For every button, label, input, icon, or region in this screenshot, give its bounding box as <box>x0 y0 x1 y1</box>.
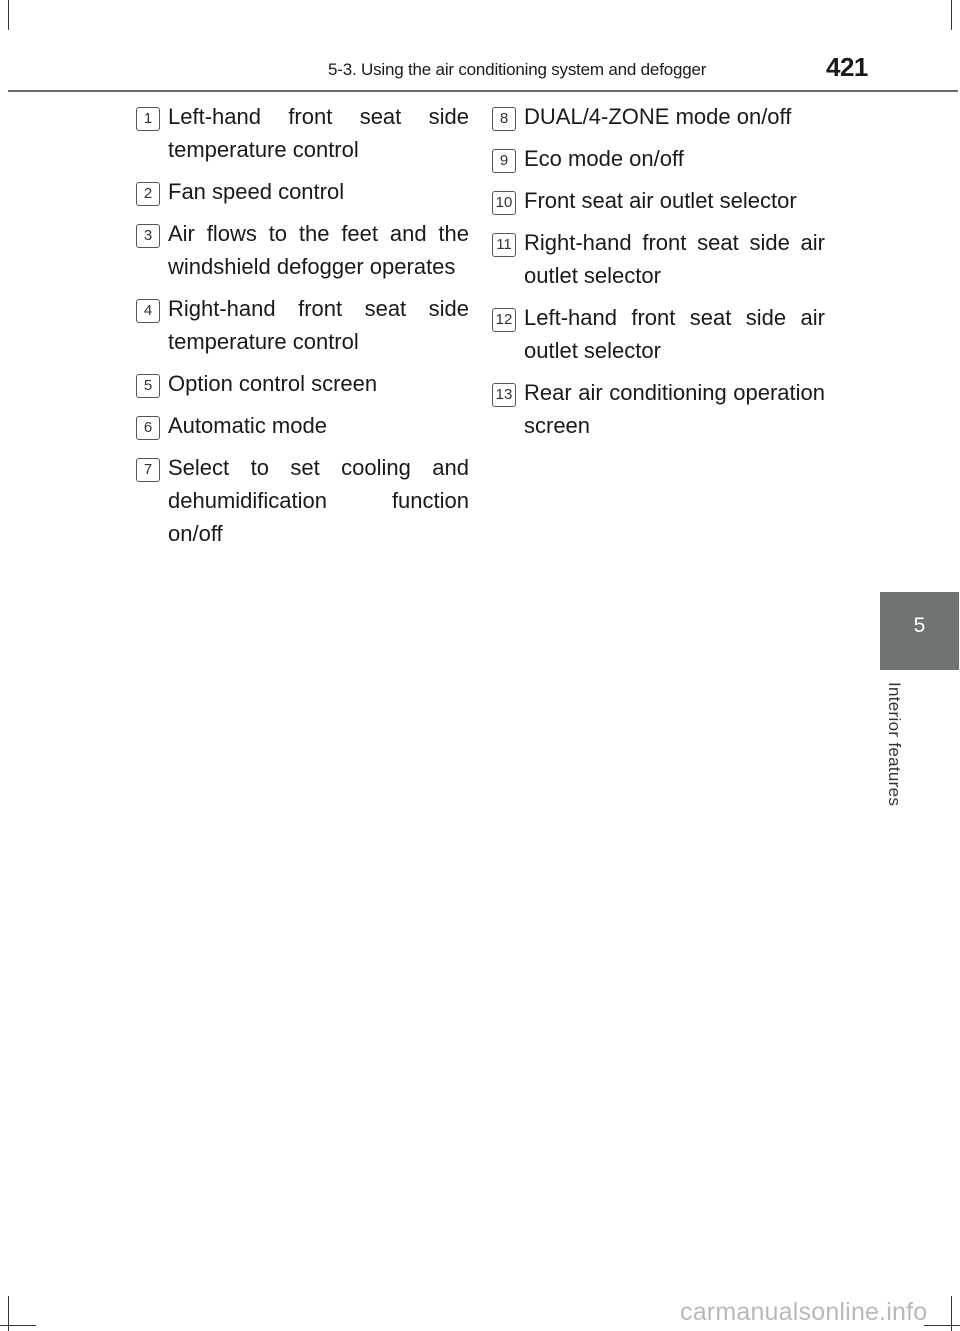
item-text: Left-hand front seat side temperature control <box>168 104 469 162</box>
item-text: Select to set cooling and dehumidification function on/off <box>168 455 469 546</box>
item-number-badge: 9 <box>492 149 516 173</box>
crop-mark <box>0 1325 36 1326</box>
item-number-badge: 2 <box>136 182 160 206</box>
list-item <box>132 367 469 400</box>
item-text: Right-hand front seat side air outlet selector <box>524 230 825 288</box>
item-text: Fan speed control <box>168 179 345 204</box>
item-number-badge: 10 <box>492 191 516 215</box>
item-text: Air flows to the feet and the windshield defogger operates <box>168 221 469 279</box>
item-number-badge: 3 <box>136 224 160 248</box>
list-item <box>132 292 469 358</box>
crop-mark <box>951 0 952 30</box>
list-item <box>488 226 825 292</box>
item-number-badge: 8 <box>492 107 516 131</box>
item-number-badge: 6 <box>136 416 160 440</box>
item-list-right <box>488 100 825 451</box>
list-item <box>132 451 469 550</box>
item-text: Right-hand front seat side temperature control <box>168 296 469 354</box>
list-item <box>488 301 825 367</box>
item-number-badge: 11 <box>492 233 516 257</box>
item-text: DUAL/4-ZONE mode on/off <box>524 104 792 129</box>
item-text: Eco mode on/off <box>524 146 684 171</box>
list-item <box>132 217 469 283</box>
list-item <box>488 100 825 133</box>
item-number-badge: 4 <box>136 299 160 323</box>
item-text: Front seat air outlet selector <box>524 188 797 213</box>
page-number: 421 <box>826 52 868 82</box>
crop-mark <box>924 1325 960 1326</box>
list-item <box>488 184 825 217</box>
item-text: Rear air conditioning operation screen <box>524 380 825 438</box>
item-number-badge: 1 <box>136 107 160 131</box>
item-list-left <box>132 100 469 559</box>
list-item <box>132 175 469 208</box>
list-item <box>132 409 469 442</box>
watermark: carmanualsonline.info <box>680 1298 928 1326</box>
item-number-badge: 7 <box>136 458 160 482</box>
chapter-tab[interactable] <box>880 592 959 670</box>
item-text: Option control screen <box>168 371 378 396</box>
chapter-number: 5 <box>913 614 926 637</box>
item-number-badge: 13 <box>492 383 516 407</box>
chapter-label: Interior features <box>885 682 904 807</box>
header-divider <box>8 90 958 92</box>
crop-mark <box>8 0 9 30</box>
item-text: Left-hand front seat side air outlet selector <box>524 305 825 363</box>
item-number-badge: 12 <box>492 308 516 332</box>
list-item <box>488 376 825 442</box>
item-text: Automatic mode <box>168 413 327 438</box>
list-item <box>132 100 469 166</box>
section-title: 5-3. Using the air conditioning system and defogger <box>328 60 707 79</box>
list-item <box>488 142 825 175</box>
item-number-badge: 5 <box>136 374 160 398</box>
